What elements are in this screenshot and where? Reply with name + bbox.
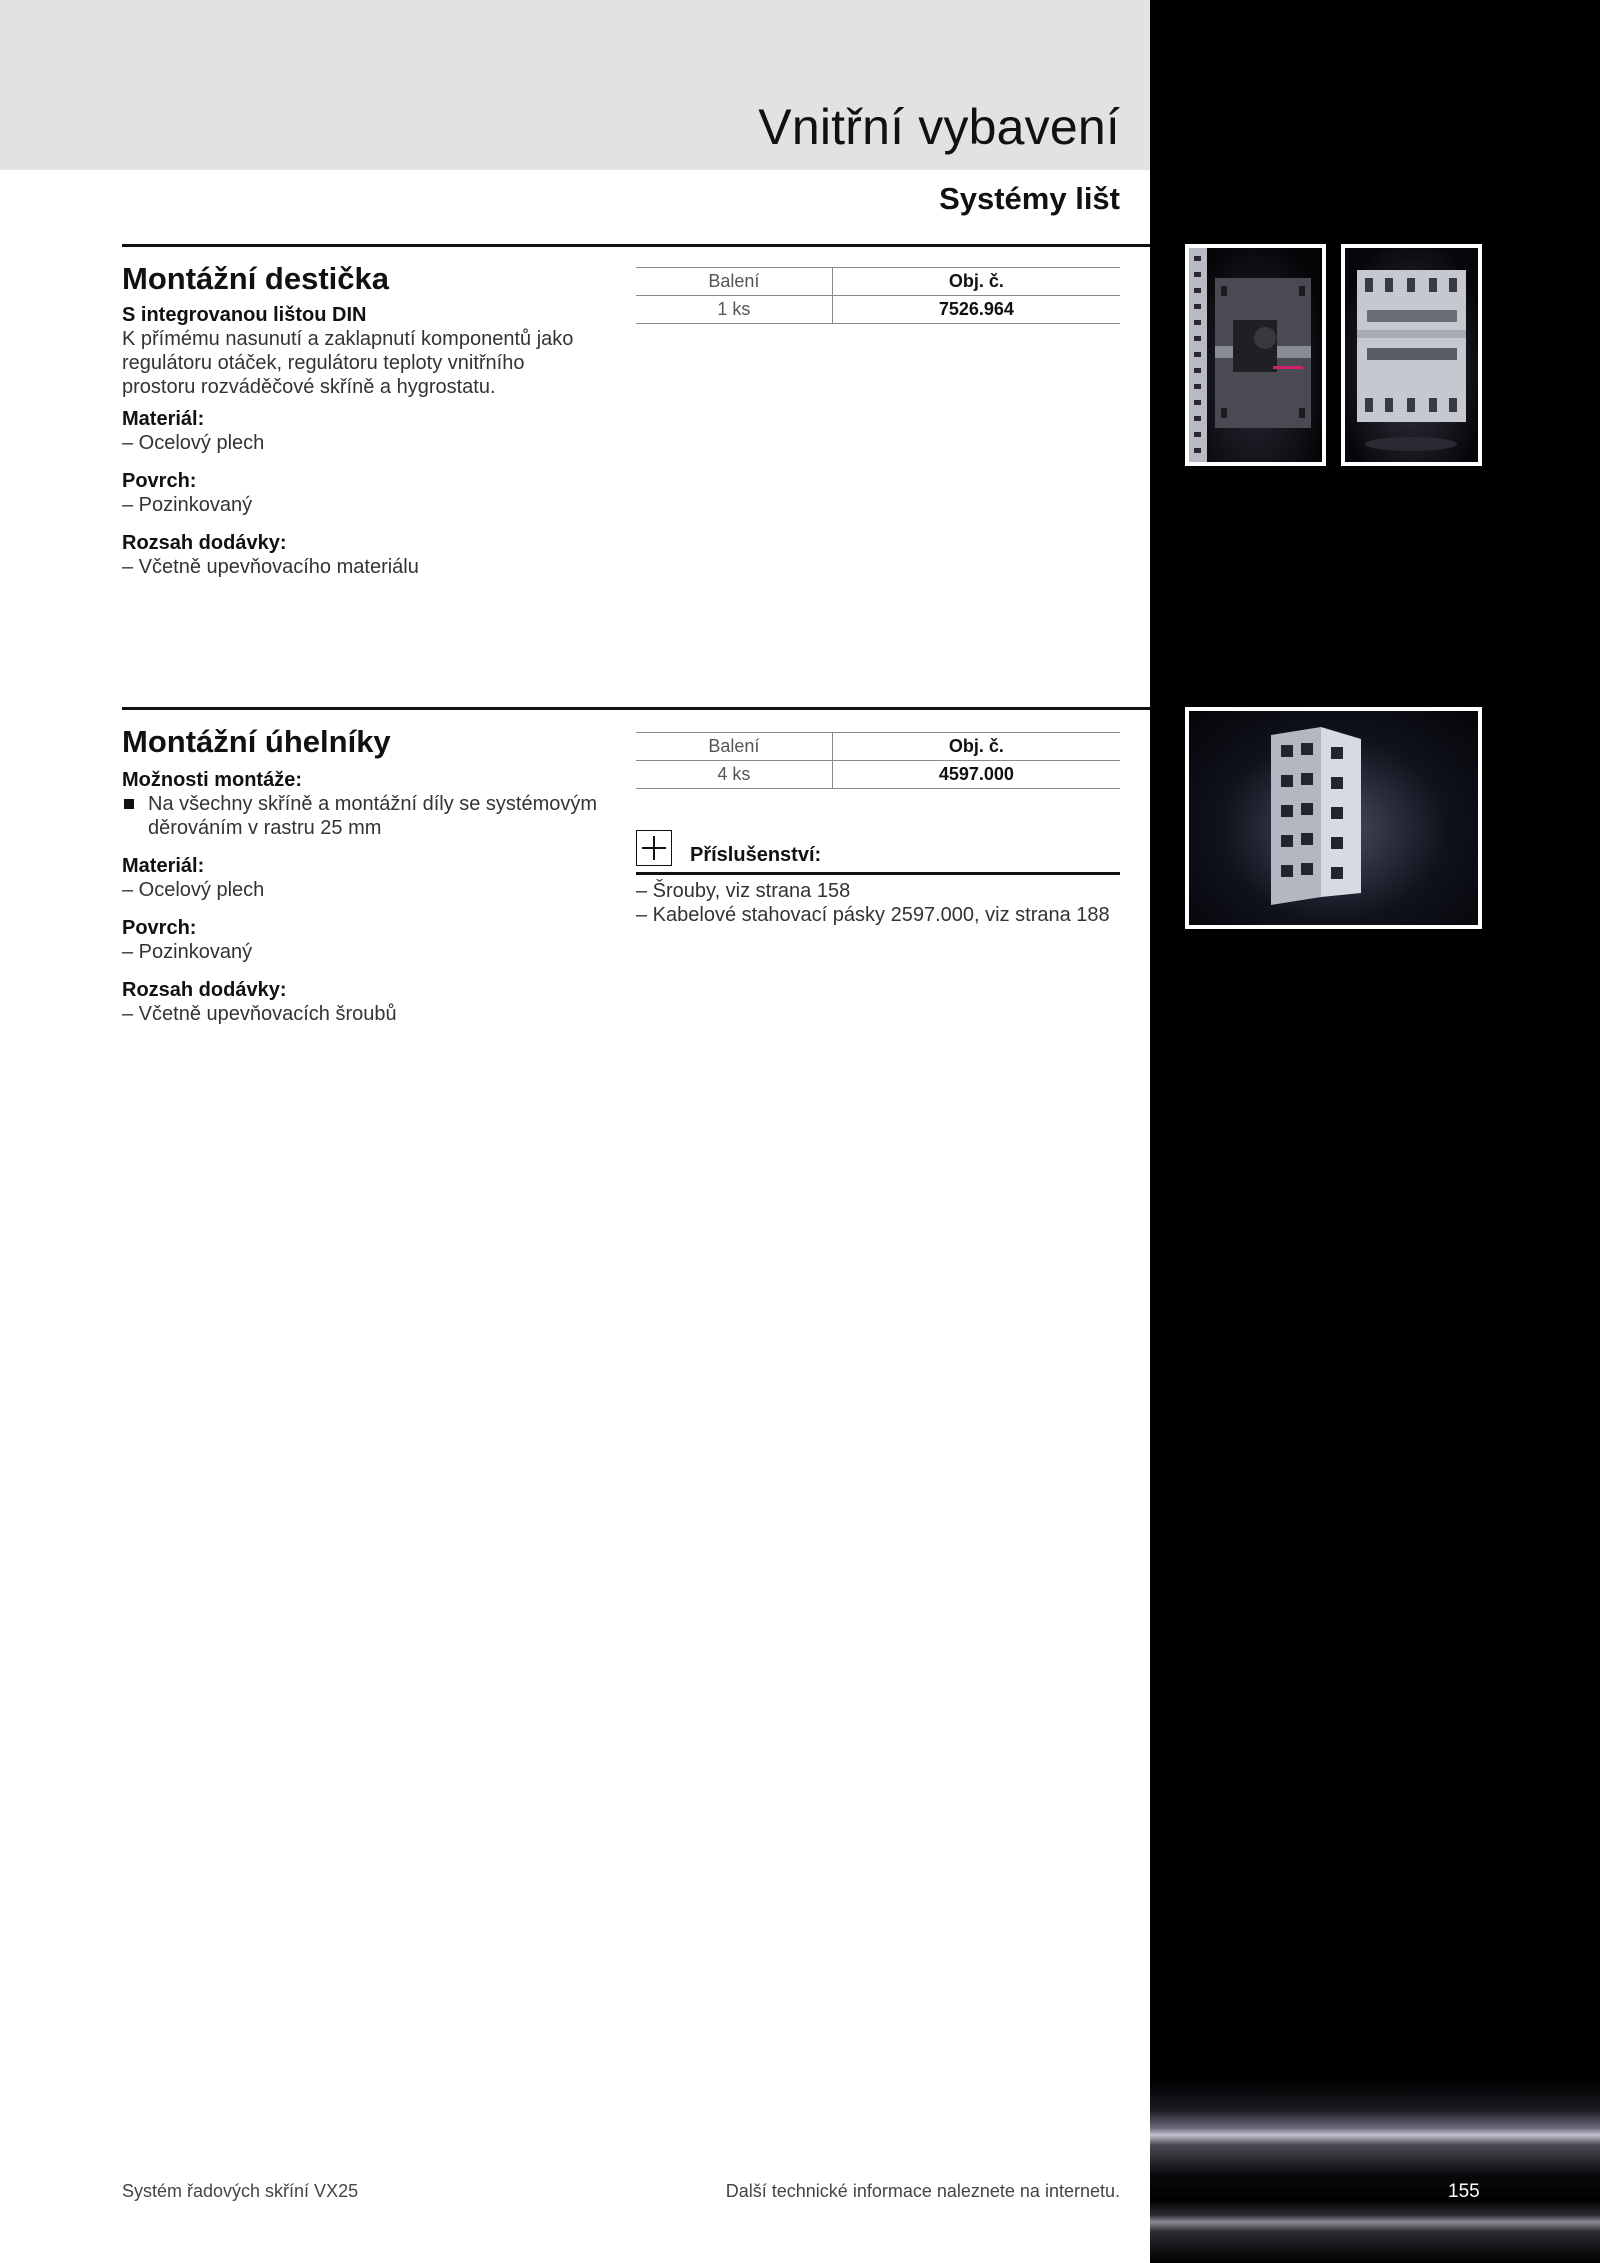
- accessory-item: – Šrouby, viz strana 158: [636, 880, 851, 902]
- scope-label: Rozsah dodávky:: [122, 532, 287, 554]
- material-label: Materiál:: [122, 408, 205, 430]
- page-number: 155: [1448, 2181, 1480, 2202]
- mounting-label: Možnosti montáže:: [122, 769, 302, 791]
- scope-label: Rozsah dodávky:: [122, 979, 287, 1001]
- accessories-header: [636, 830, 1120, 875]
- scope-value: – Včetně upevňovacích šroubů: [122, 1003, 397, 1025]
- order-table: [636, 267, 1120, 324]
- pack-value: 4 ks: [636, 761, 832, 789]
- surface-label: Povrch:: [122, 470, 197, 492]
- mounting-angle-photo: [1185, 707, 1482, 929]
- accessory-item: – Kabelové stahovací pásky 2597.000, viz strana 188: [636, 904, 1110, 926]
- accessories-title: Příslušenství:: [690, 844, 822, 866]
- order-table-header: [636, 268, 1120, 296]
- surface-label: Povrch:: [122, 917, 197, 939]
- product-title: Montážní destička: [122, 261, 389, 296]
- order-number-value: 4597.000: [832, 761, 1120, 789]
- product-details: [122, 724, 602, 1026]
- order-table-row: [636, 761, 1120, 789]
- page-subtitle: Systémy lišt: [939, 181, 1120, 216]
- plus-icon: [636, 830, 672, 866]
- material-value: – Ocelový plech: [122, 432, 265, 454]
- footer-series: Systém řadových skříní VX25: [122, 2181, 359, 2201]
- product-title: Montážní úhelníky: [122, 724, 391, 759]
- page-title: Vnitřní vybavení: [758, 99, 1120, 155]
- order-number-header: Obj. č.: [832, 733, 1120, 761]
- pack-header: Balení: [636, 733, 832, 761]
- footer-note: Další technické informace naleznete na internetu.: [725, 2181, 1120, 2201]
- product-description: K přímému nasunutí a zaklapnutí komponentů jako regulátoru otáček, regulátoru teploty vnitřního prostoru rozváděčové skříně a hygrostatu.: [122, 328, 574, 398]
- material-label: Materiál:: [122, 855, 205, 877]
- surface-value: – Pozinkovaný: [122, 494, 253, 516]
- order-number-value: 7526.964: [832, 296, 1120, 324]
- order-table-row: [636, 296, 1120, 324]
- product-lead: S integrovanou lištou DIN: [122, 304, 367, 326]
- product-section-mounting-angles: [122, 707, 1150, 1050]
- mounting-value: Na všechny skříně a montážní díly se systémovým děrováním v rastru 25 mm: [122, 792, 602, 840]
- pack-header: Balení: [636, 268, 832, 296]
- order-table: [636, 732, 1120, 789]
- surface-value: – Pozinkovaný: [122, 941, 253, 963]
- accessories-block: [636, 830, 1120, 927]
- mounting-plate-installed-photo: [1185, 244, 1326, 466]
- scope-value: – Včetně upevňovacího materiálu: [122, 556, 419, 578]
- product-section-mounting-plate: [122, 244, 1150, 667]
- order-table-header: [636, 733, 1120, 761]
- mounting-plate-photo: [1341, 244, 1482, 466]
- pack-value: 1 ks: [636, 296, 832, 324]
- accessories-list: [636, 879, 1120, 927]
- material-value: – Ocelový plech: [122, 879, 265, 901]
- order-number-header: Obj. č.: [832, 268, 1120, 296]
- product-details: [122, 261, 602, 579]
